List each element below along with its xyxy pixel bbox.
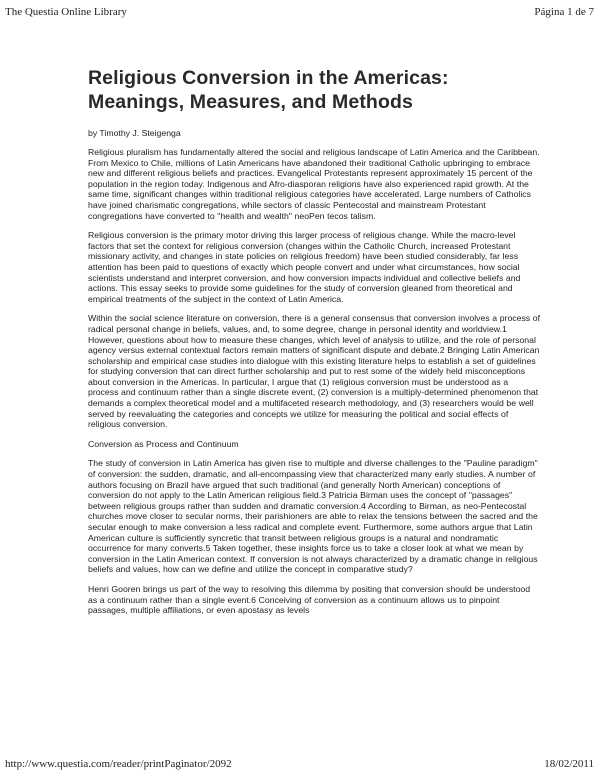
paragraph-3: Within the social science literature on conversion, there is a general consensus that conversion involves a process of radical personal change in beliefs, values, and, to some degree, change in personal identity and worldview.1 However, questions about how to measure these changes, which level of analysis to utilize, and the role of personal agency versus external contextual factors remain matters of significant dispute and debate.2 Bringing Latin American scholarship and empirical case studies into dialogue with this existing literature helps to establish a set of guidelines for studying conversion that can direct further scholarship and put to rest some of the widely held misconceptions about conversion in the Americas. In particular, I argue that (1) religious conversion must be understood as a process and continuum rather than a single discrete event, (2) conversion is a multiply-determined phenomenon that demands a complex theoretical model and a multifaceted research methodology, and (3) researchers would be well served by reevaluating the categories and concepts we utilize for measuring the political and social effects of religious conversion. xyxy=(88,313,541,430)
paragraph-2: Religious conversion is the primary motor driving this larger process of religious change. While the macro-level factors that set the context for religious conversion (changes within the Catholic Church, increased Protestant missionary activity, and changes in state policies on religious freedom) have been studied considerably, far less attention has been paid to questions of exactly which people convert and under what circumstances, how social scientists understand and interpret conversion, and how conversion impacts individual and collective beliefs and actions. This essay seeks to provide some guidelines for the study of conversion gleaned from theoretical and empirical treatments of the subject in the context of Latin America. xyxy=(88,230,521,304)
title-line-1: Religious Conversion in the Americas: xyxy=(88,67,449,89)
page-url: http://www.questia.com/reader/printPaginator/2092 xyxy=(5,758,232,770)
paragraph-4: The study of conversion in Latin America has given rise to multiple and diverse challenges to the "Pauline paradigm" of conversion: the sudden, dramatic, and all-encompassing view that characterized many early studies. A number of authors focusing on Brazil have argued that such traditional (and generally North American) conceptions of conversion do not apply to the Latin American religious field.3 Patricia Birman uses the concept of "passages" between religious groups rather than sudden and dramatic conversion.4 According to Birman, as neo-Pentecostal churches move closer to secular norms, their parishioners are able to relax the tensions between the sacred and the secular enough to make conversion a less radical and complete event. Furthermore, some authors argue that Latin American culture is sufficiently syncretic that transit between religious groups is a natural and nondramatic occurrence for many converts.5 Taken together, these insights force us to take a closer look at what we mean by conversion in the Latin American context. If conversion is not always characterized by a dramatic change in religious beliefs and values, how can we define and utilize the concept in comparative study? xyxy=(88,458,538,575)
page-indicator: Página 1 de 7 xyxy=(534,6,594,18)
article-title xyxy=(88,66,540,114)
paragraph-1: Religious pluralism has fundamentally altered the social and religious landscape of Latin America and the Caribbean. From Mexico to Chile, millions of Latin Americans have abandoned their traditional Catholic upbringing to embrace new and different religious beliefs and practices. Evangelical Protestants represent approximately 15 percent of the population in the region today. Indigenous and Afro-diasporan religions have also experienced rapid growth. At the same time, significant changes within traditional religious categories have accelerated. Large numbers of Catholics have joined charismatic congregations, while sectors of classic Pentecostal and mainstream Protestant congregations have converted to "health and wealth" neoPen tecos talism. xyxy=(88,147,540,221)
section-heading: Conversion as Process and Continuum xyxy=(88,438,239,449)
byline: by Timothy J. Steigenga xyxy=(88,128,181,138)
site-name: The Questia Online Library xyxy=(5,6,127,18)
paragraph-5: Henri Gooren brings us part of the way to resolving this dilemma by positing that conversion should be understood as a continuum rather than a single event.6 Conceiving of conversion as a continuum allows us to pinpoint passages, multiple affiliations, or even apostasy as levels xyxy=(88,583,531,616)
article xyxy=(88,66,540,616)
print-date: 18/02/2011 xyxy=(544,758,594,770)
title-line-2: Meanings, Measures, and Methods xyxy=(88,91,413,113)
